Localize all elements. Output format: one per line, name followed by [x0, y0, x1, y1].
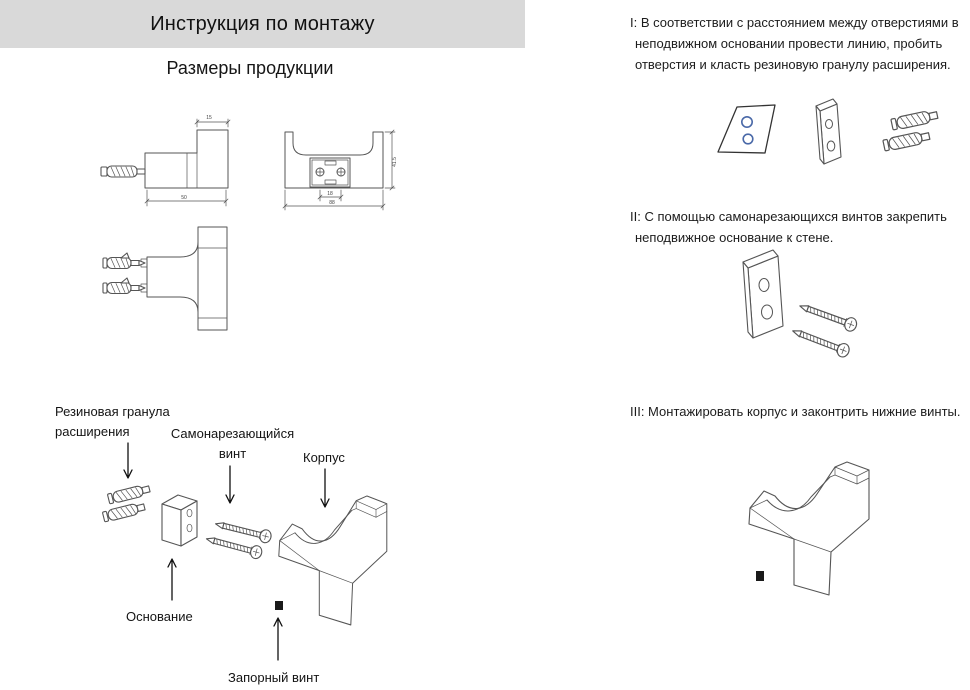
- mounting-plate-drawing: [743, 250, 783, 338]
- dimension-drawing: [85, 100, 415, 232]
- step-2-illustration: [715, 248, 910, 373]
- arrow-to-body: [321, 469, 329, 507]
- mounting-plate-drawing: [816, 99, 841, 164]
- step-1-text: I: В соответствии с расстоянием между отверстиями в неподвижном основании провести линию, пробить отверстия и класть резиновую гранулу расширения.: [630, 15, 959, 72]
- title-bar: [0, 0, 525, 48]
- hook-body-drawing: [749, 462, 869, 595]
- rubber-anchor-drawing: [883, 130, 931, 151]
- drill-hole-mark: [743, 134, 753, 144]
- arrow-to-lock-screw: [274, 618, 282, 660]
- arrow-to-screw: [226, 466, 234, 503]
- lock-screw-square: [275, 601, 283, 610]
- drill-hole-mark: [742, 117, 752, 127]
- screw-drawing: [790, 325, 851, 359]
- side-view-drawing: [101, 115, 230, 206]
- dim-side-bottom: 50: [181, 195, 187, 201]
- dim-front-width: 88: [329, 200, 335, 206]
- exploded-view: [50, 398, 400, 690]
- step-2-text: II: С помощью самонарезающихся винтов закрепить неподвижное основание к стене.: [630, 209, 947, 245]
- arrow-to-base: [168, 559, 176, 600]
- wall-marking-drawing: [718, 105, 775, 153]
- dim-front-holes: 18: [327, 191, 333, 197]
- exploded-drawing: [50, 398, 400, 690]
- arrow-to-anchor: [124, 443, 132, 478]
- label-self-tapping-screw: Самонарезающийся винт: [170, 426, 295, 461]
- label-lock-screw: Запорный винт: [228, 670, 320, 685]
- step-3-text: III: Монтажировать корпус и законтрить нижние винты.: [630, 404, 961, 419]
- rubber-anchor-drawing: [107, 484, 150, 505]
- base-block-drawing: [162, 495, 197, 546]
- step-3-illustration: [735, 450, 965, 650]
- rubber-anchor-drawing: [103, 253, 145, 269]
- step-1-illustration: [690, 95, 962, 200]
- label-base: Основание: [126, 609, 193, 624]
- hook-body-drawing: [279, 496, 387, 625]
- top-view-drawing: [85, 225, 240, 370]
- label-rubber-anchor: Резиновая гранула расширения: [55, 404, 170, 439]
- screw-drawing: [214, 518, 272, 544]
- rubber-anchor-drawing: [101, 166, 145, 177]
- dim-side-top: 15: [206, 115, 212, 121]
- rubber-anchor-drawing: [891, 109, 939, 130]
- rubber-anchor-drawing: [103, 278, 145, 294]
- page-title: Инструкция по монтажу: [150, 12, 375, 35]
- front-view-drawing: [283, 130, 398, 210]
- screw-drawing: [798, 300, 859, 333]
- label-body: Корпус: [303, 450, 345, 465]
- rubber-anchor-drawing: [102, 502, 145, 523]
- dim-front-height: 41.5: [392, 157, 398, 167]
- lock-screw-square: [756, 571, 764, 581]
- section-subtitle: Размеры продукции: [166, 58, 334, 78]
